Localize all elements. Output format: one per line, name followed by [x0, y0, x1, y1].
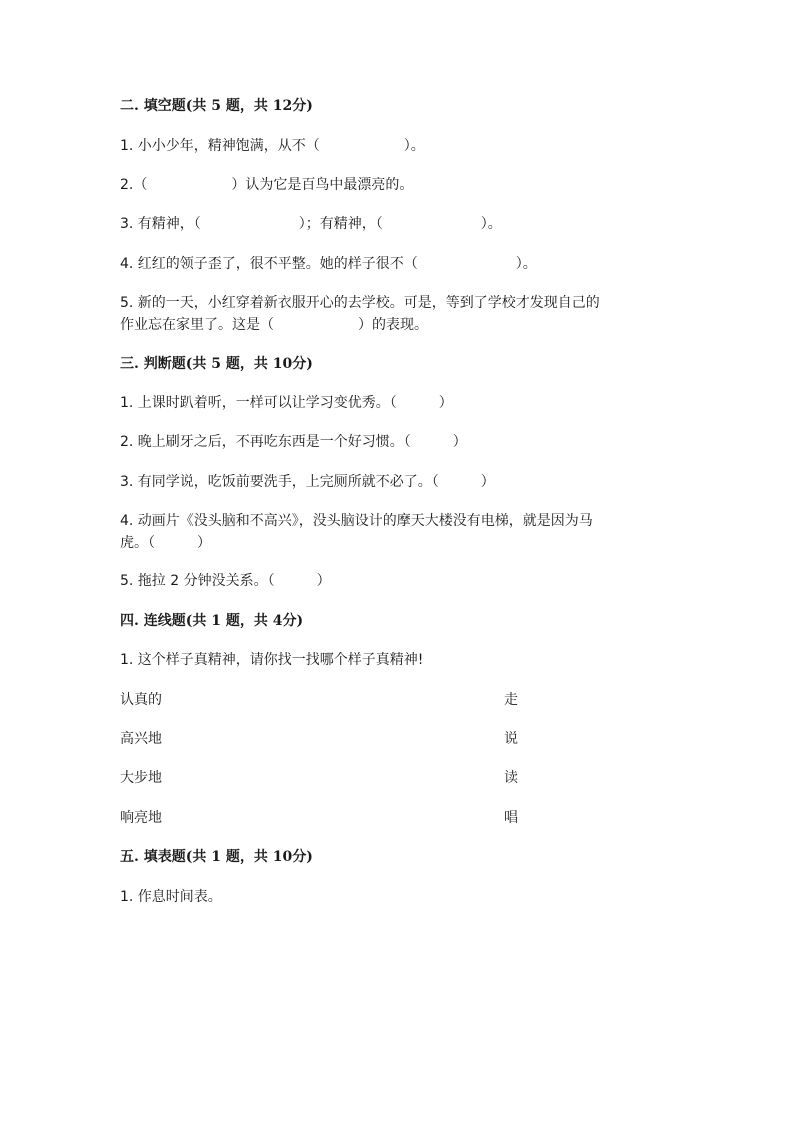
true-false-question-4-line-2: 虎。（ ）	[120, 535, 211, 551]
section-4-heading: 四. 连线题(共 1 题，共 4分)	[120, 613, 304, 629]
matching-left-item: 大步地	[120, 770, 162, 786]
fill-blank-question-5-line-1: 5. 新的一天，小红穿着新衣服开心的去学校。可是，等到了学校才发现自己的	[120, 295, 600, 311]
section-2-heading: 二. 填空题(共 5 题，共 12分)	[120, 98, 313, 114]
matching-right-item: 读	[504, 770, 518, 786]
matching-right-item: 唱	[504, 810, 518, 826]
matching-right-item: 说	[504, 731, 518, 747]
fill-blank-question-5-line-2: 作业忘在家里了。这是（ ）的表现。	[120, 317, 428, 333]
fill-table-question-1: 1. 作息时间表。	[120, 889, 222, 905]
section-5-heading: 五. 填表题(共 1 题，共 10分)	[120, 849, 313, 865]
matching-left-item: 响亮地	[120, 810, 162, 826]
true-false-question-3: 3. 有同学说，吃饭前要洗手，上完厕所就不必了。（ ）	[120, 474, 495, 490]
true-false-question-4-line-1: 4. 动画片《没头脑和不高兴》，没头脑设计的摩天大楼没有电梯，就是因为马	[120, 513, 593, 529]
section-3-heading: 三. 判断题(共 5 题，共 10分)	[120, 356, 313, 372]
matching-right-item: 走	[504, 692, 518, 708]
fill-blank-question-4: 4. 红红的领子歪了，很不平整。她的样子很不（ ）。	[120, 256, 537, 272]
true-false-question-2: 2. 晚上刷牙之后，不再吃东西是一个好习惯。（ ）	[120, 434, 467, 450]
fill-blank-question-1: 1. 小小少年，精神饱满，从不（ ）。	[120, 138, 425, 154]
true-false-question-5: 5. 拖拉 2 分钟没关系。（ ）	[120, 573, 331, 589]
matching-left-item: 高兴地	[120, 731, 162, 747]
fill-blank-question-2: 2.（ ）认为它是百鸟中最漂亮的。	[120, 177, 414, 193]
true-false-question-1: 1. 上课时趴着听，一样可以让学习变优秀。（ ）	[120, 395, 453, 411]
matching-left-item: 认真的	[120, 692, 162, 708]
matching-question-1: 1. 这个样子真精神，请你找一找哪个样子真精神!	[120, 652, 424, 668]
fill-blank-question-3: 3. 有精神，（ ）；有精神，（ ）。	[120, 216, 502, 232]
